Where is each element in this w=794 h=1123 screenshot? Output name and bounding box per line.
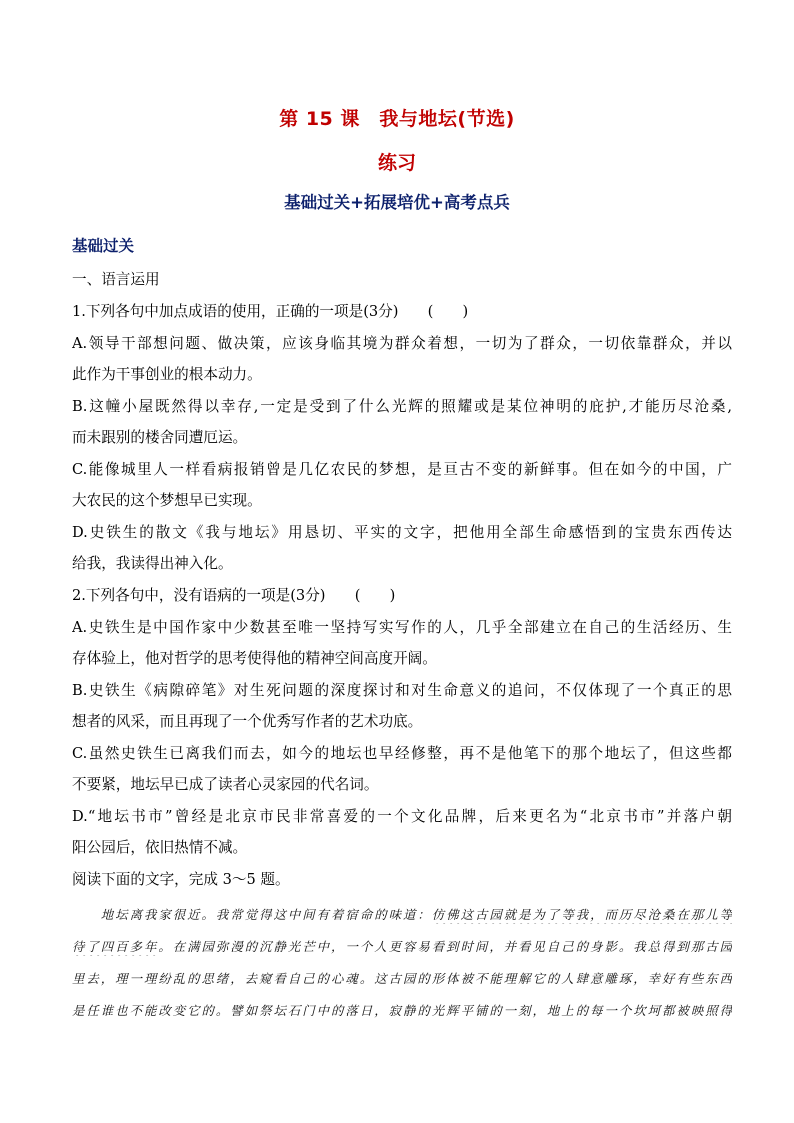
q2-option-a-line2: 存体验上，他对哲学的思考使得他的精神空间高度开阔。 (72, 650, 437, 667)
q1-option-a-line2: 此作为干事创业的根本动力。 (72, 366, 262, 383)
passage-line-2 (72, 938, 732, 956)
passage-line-1-text: 地坛离我家很近。我常觉得这中间有着宿命的味道： (72, 907, 432, 922)
q2-option-c-line2: 不要紧，地坛早已成了读者心灵家园的代名词。 (72, 776, 379, 793)
lesson-title: 第 15 课 我与地坛(节选) (279, 108, 515, 130)
q1-option-c-line1: C.能像城里人一样看病报销曾是几亿农民的梦想，是亘古不变的新鲜事。但在如今的中国，广 (72, 461, 732, 478)
q1-option-c-line2: 大农民的这个梦想早已实现。 (72, 492, 262, 509)
q1-option-d-line1: D.史铁生的散文《我与地坛》用恳切、平实的文字，把他用全部生命感悟到的宝贵东西传达 (72, 524, 732, 541)
passage-line-1 (72, 906, 732, 924)
q2-option-b-line2: 想者的风采，而且再现了一个优秀写作者的艺术功底。 (72, 713, 423, 730)
q1-option-a-line1: A.领导干部想问题、做决策，应该身临其境为群众着想，一切为了群众，一切依靠群众，并以 (72, 335, 732, 352)
q1-option-b-line1: B.这幢小屋既然得以幸存,一定是受到了什么光辉的照耀或是某位神明的庇护,才能历尽沧桑, (72, 398, 732, 415)
subtitle: 练习 (377, 152, 416, 174)
q2-option-d-line1: D.“地坛书市”曾经是北京市民非常喜爱的一个文化品牌，后来更名为“北京书市”并落户朝 (72, 808, 732, 825)
q1-option-d-line2: 给我，我读得出神入化。 (72, 555, 233, 572)
section-title: 基础过关 (72, 237, 135, 255)
reading-instruction: 阅读下面的文字，完成 3～5 题。 (72, 871, 290, 888)
passage-underlined-phrase-1: 仿佛这古园就是为了等我，而历尽沧桑在那儿等 (431, 907, 732, 922)
q2-option-c-line1: C.虽然史铁生已离我们而去，如今的地坛也早经修整，再不是他笔下的那个地坛了，但这些都 (72, 745, 732, 762)
question-2-stem: 2.下列各句中，没有语病的一项是(3分) ( ) (72, 587, 396, 604)
part-title: 一、语言运用 (72, 271, 160, 288)
passage-underlined-phrase-2: 待了四百多年 (72, 939, 159, 954)
q2-option-d-line2: 阳公园后，依旧热情不减。 (72, 839, 248, 856)
q1-option-b-line2: 而未跟别的楼舍同遭厄运。 (72, 429, 248, 446)
passage-line-3: 里去，理一理纷乱的思绪，去窥看自己的心魂。这古园的形体被不能理解它的人肆意雕琢，幸好有些东西 (72, 971, 732, 986)
passage-line-2-text: 。在满园弥漫的沉静光芒中，一个人更容易看到时间，并看见自己的身影。我总得到那古园 (158, 939, 732, 954)
q2-option-a-line1: A.史铁生是中国作家中少数甚至唯一坚持写实写作的人，几乎全部建立在自己的生活经历、生 (72, 619, 732, 636)
tagline: 基础过关+拓展培优+高考点兵 (284, 193, 510, 212)
q2-option-b-line1: B.史铁生《病隙碎笔》对生死问题的深度探讨和对生命意义的追问，不仅体现了一个真正的思 (72, 682, 732, 699)
question-1-stem: 1.下列各句中加点成语的使用，正确的一项是(3分) ( ) (72, 303, 469, 320)
passage-line-4: 是任谁也不能改变它的。譬如祭坛石门中的落日，寂静的光辉平铺的一刻，地上的每一个坎坷都被映照得 (72, 1003, 732, 1018)
